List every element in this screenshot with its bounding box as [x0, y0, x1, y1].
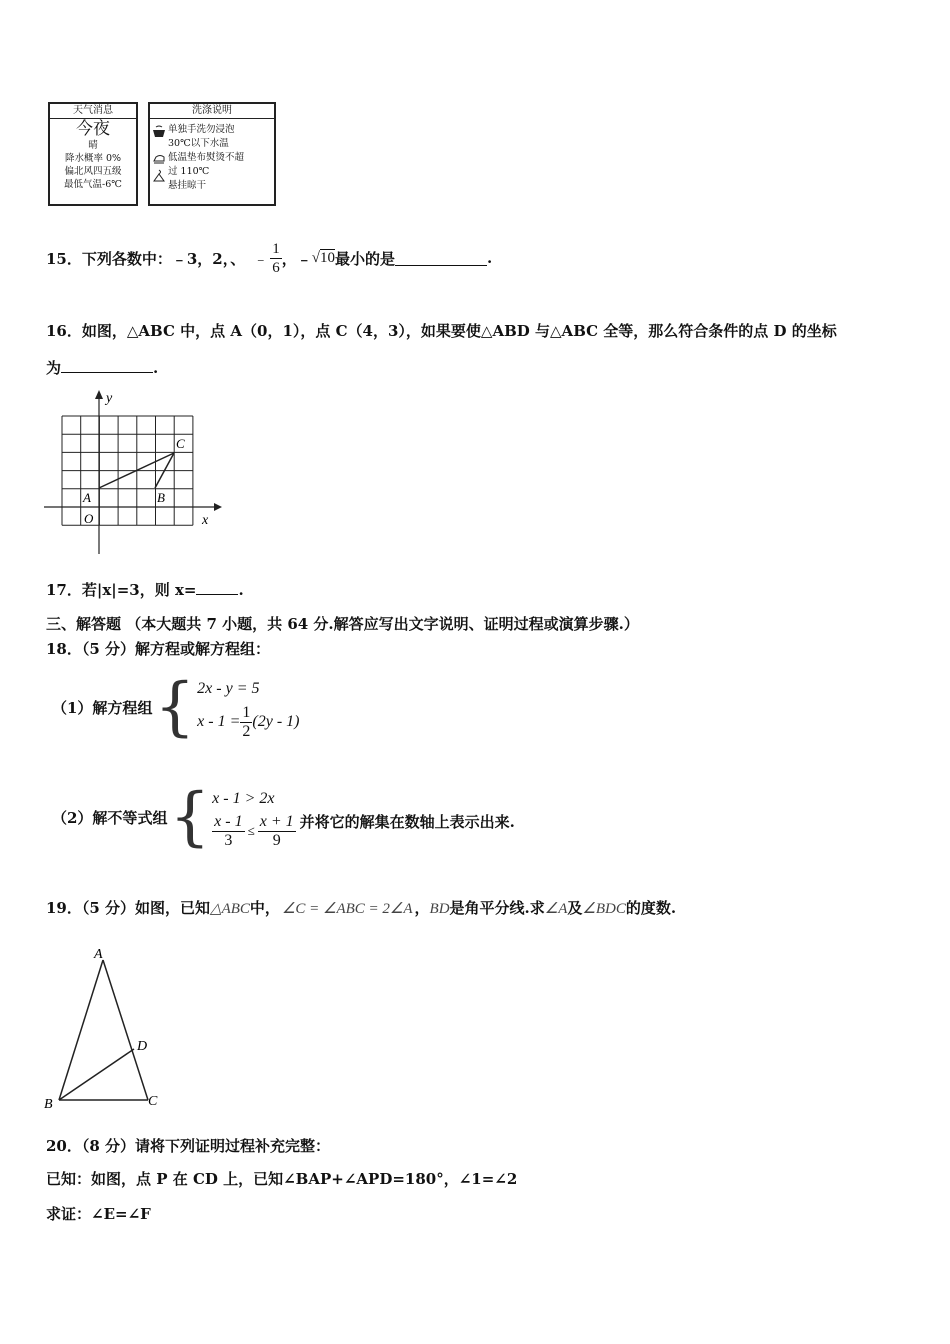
- question-17: [46, 579, 244, 600]
- vertex-A-label: A: [94, 947, 103, 962]
- weather-line: 晴: [88, 140, 98, 151]
- weather-box-title: 天气消息: [50, 104, 136, 119]
- q18-p2-left-fraction: [212, 813, 244, 850]
- q15-answer-blank: [395, 251, 487, 266]
- question-20: 20．（8 分）请将下列证明过程补充完整：: [46, 1137, 331, 1155]
- weather-notice-box: [48, 102, 138, 206]
- weather-line: 最低气温-6℃: [64, 179, 122, 190]
- point-A-label: A: [83, 490, 91, 505]
- question-16-line1: 16．如图，△ABC 中，点 A（0，1），点 C（4，3），如果要使△ABD 与△ABC 全等，那么符合条件的点 D 的坐标: [46, 322, 837, 340]
- q18-p1-label: （1）解方程组: [52, 698, 153, 717]
- x-axis-arrow: [214, 503, 222, 511]
- side-AB: [59, 960, 103, 1100]
- q19-angle-a: ∠A: [544, 901, 568, 917]
- coordinate-grid-figure: [40, 386, 230, 558]
- q19-triangle: △ABC: [210, 901, 250, 917]
- q19-mid3: 是角平分线.求: [449, 899, 545, 917]
- q18-part2: [52, 776, 515, 858]
- point-D-label: D: [137, 1039, 148, 1054]
- q20-given: 已知：如图，点 P 在 CD 上，已知∠BAP+∠APD=180°，∠1=∠2: [46, 1170, 518, 1188]
- wash-line: 低温垫布熨烫不超: [168, 152, 245, 163]
- q18-p1-eq1: 2x - y = 5: [197, 679, 260, 697]
- q19-mid4: 及: [567, 899, 583, 917]
- iron-icon: [152, 152, 166, 164]
- q17-text: 17．若|x|=3，则 x=: [46, 581, 197, 599]
- wash-line: 悬挂晾干: [168, 180, 207, 191]
- q15-end: .: [487, 249, 493, 267]
- q19-mid2: ，: [414, 899, 430, 917]
- q20-prove: 求证：∠E=∠F: [46, 1205, 151, 1223]
- point-C-label: C: [176, 436, 185, 451]
- wash-line: 30℃以下水温: [168, 138, 229, 149]
- q16-end: .: [153, 359, 159, 377]
- y-axis-arrow: [95, 390, 103, 399]
- q19-condition: ∠C = ∠ABC = 2∠A: [281, 901, 413, 917]
- q15-frac-sign: ﹣: [253, 249, 269, 268]
- q18-p2-tail: 并将它的解集在数轴上表示出来.: [299, 812, 515, 831]
- q15-fraction: [270, 240, 282, 277]
- question-15: [46, 236, 492, 280]
- wash-line: 单独手洗勿浸泡: [168, 124, 235, 135]
- weather-headline: 今夜: [76, 119, 110, 139]
- q18-p2-label: （2）解不等式组: [52, 808, 168, 827]
- q15-sep: ，﹣: [281, 249, 312, 268]
- sqrt-symbol: √10: [311, 249, 336, 266]
- q19-bd: BD: [429, 901, 450, 917]
- triangle-figure: [40, 940, 170, 1115]
- q19-tail: 的度数.: [625, 899, 677, 917]
- q15-tail: 最小的是: [335, 249, 396, 268]
- q16-line2-text: 为: [46, 359, 62, 377]
- q19-prefix: 19．（5 分）如图，已知: [46, 899, 211, 917]
- q15-frac-den: 6: [272, 259, 280, 276]
- weather-line: 降水概率 0%: [64, 153, 122, 164]
- point-B-label: B: [157, 490, 165, 505]
- bisector-BD: [59, 1049, 134, 1100]
- q18-part1: [52, 666, 300, 748]
- q17-end: .: [238, 581, 244, 599]
- q18-p1-eq2-right: (2y - 1): [252, 713, 300, 730]
- vertex-B-label: B: [44, 1097, 53, 1112]
- question-16-line2: [46, 357, 158, 378]
- grid-lines: [62, 416, 193, 525]
- section-3-heading: 三、解答题 （本大题共 7 小题，共 64 分.解答应写出文字说明、证明过程或演算步骤.）: [46, 615, 639, 633]
- x-axis-label: x: [202, 513, 209, 528]
- left-brace-2: {: [169, 780, 211, 854]
- q15-text: 15．下列各数中：﹣3，2，、: [46, 249, 246, 268]
- q19-angle-bdc: ∠BDC: [582, 901, 626, 917]
- hang-dry-icon: [152, 169, 166, 183]
- q18-p1-num: 1: [242, 703, 251, 721]
- left-brace-1: {: [154, 670, 196, 744]
- side-AC: [103, 960, 148, 1100]
- q18-p2-den-left: 3: [224, 831, 233, 849]
- q17-answer-blank: [196, 580, 238, 595]
- q18-p1-fraction: [240, 704, 252, 741]
- q15-frac-num: 1: [272, 240, 280, 257]
- weather-line: 偏北风四五级: [64, 166, 122, 177]
- q19-mid1: 中，: [249, 899, 280, 917]
- origin-label: O: [84, 511, 94, 526]
- q18-p2-op: ≤: [247, 823, 255, 838]
- q18-p1-eq2-left: x - 1 =: [197, 713, 241, 730]
- wash-basin-icon: [152, 125, 166, 139]
- wash-instructions-box: [148, 102, 276, 206]
- q18-p2-num-right: x + 1: [259, 812, 294, 830]
- question-19: [46, 897, 676, 918]
- question-18: 18．（5 分）解方程或解方程组：: [46, 640, 271, 658]
- q15-radicand: 10: [320, 249, 336, 266]
- q18-p2-right-fraction: [258, 813, 296, 850]
- wash-box-title: 洗涤说明: [150, 104, 274, 119]
- q18-p2-ineq1: x - 1 > 2x: [212, 789, 275, 807]
- y-axis-label: y: [106, 391, 113, 406]
- q18-p2-den-right: 9: [272, 831, 281, 849]
- vertex-C-label: C: [148, 1094, 158, 1109]
- wash-line: 过 110℃: [168, 166, 210, 177]
- q18-p1-den: 2: [242, 722, 251, 740]
- q18-p2-num-left: x - 1: [214, 812, 243, 830]
- q16-answer-blank: [61, 358, 153, 373]
